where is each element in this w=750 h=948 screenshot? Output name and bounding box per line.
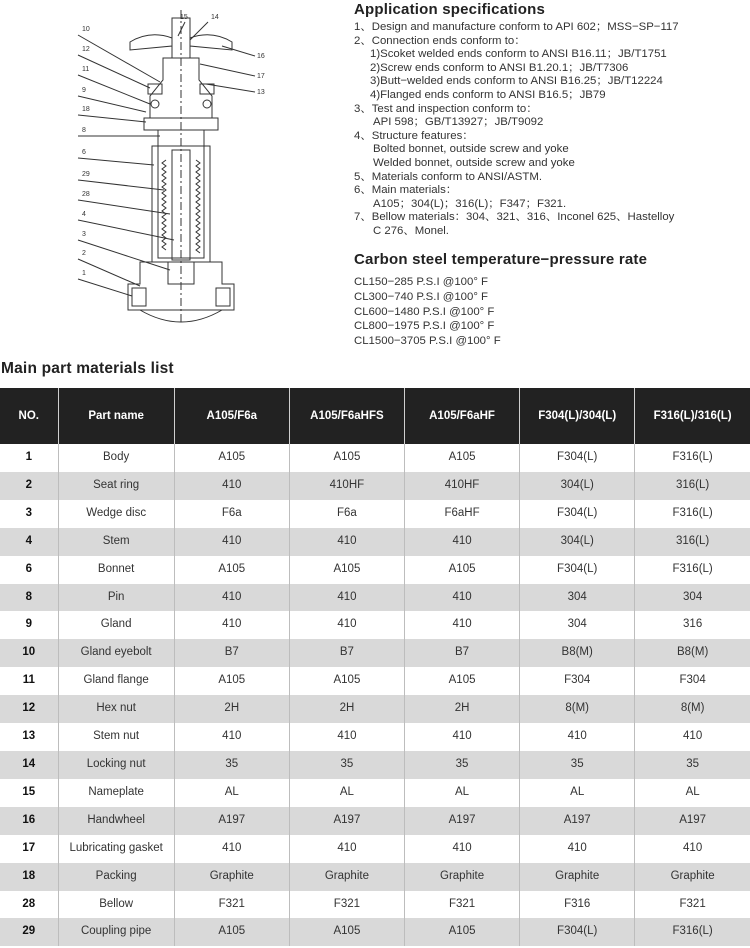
cell-part-name: Body (58, 444, 174, 472)
rate-item: CL300−740 P.S.I @100° F (354, 290, 489, 303)
cell-no: 16 (0, 807, 58, 835)
cell-part-name: Lubricating gasket (58, 835, 174, 863)
callout-label: 16 (257, 53, 265, 60)
cell-material: F316(L) (635, 500, 750, 528)
cell-part-name: Seat ring (58, 472, 174, 500)
cell-no: 12 (0, 695, 58, 723)
cell-material: 35 (174, 751, 289, 779)
callout-label: 10 (82, 26, 90, 33)
cell-no: 18 (0, 863, 58, 891)
cell-material: A105 (289, 444, 404, 472)
callout-label: 14 (211, 14, 219, 21)
callout-label: 6 (82, 149, 86, 156)
cell-material: 410 (404, 611, 519, 639)
table-row (0, 863, 750, 891)
table-row (0, 779, 750, 807)
header-material: A105/F6aHFS (289, 388, 404, 444)
cell-material: A105 (404, 918, 519, 946)
table-row (0, 528, 750, 556)
spec-item: 4)Flanged ends conform to ANSI B16.5；JB79 (370, 88, 606, 101)
cell-material: A197 (289, 807, 404, 835)
cell-part-name: Nameplate (58, 779, 174, 807)
spec-list (354, 21, 746, 239)
cell-material: 35 (289, 751, 404, 779)
cell-material: 410HF (289, 472, 404, 500)
cell-material: A105 (174, 556, 289, 584)
table-row (0, 918, 750, 946)
cell-material: B7 (289, 639, 404, 667)
spec-item: API 598；GB/T13927；JB/T9092 (373, 116, 544, 129)
cell-part-name: Wedge disc (58, 500, 174, 528)
cell-material: Graphite (635, 863, 750, 891)
cell-material: 316(L) (635, 528, 750, 556)
table-row (0, 639, 750, 667)
cell-material: AL (174, 779, 289, 807)
cell-material: A105 (174, 667, 289, 695)
cell-material: 316 (635, 611, 750, 639)
cell-no: 15 (0, 779, 58, 807)
spec-item: 3、Test and inspection conform to： (354, 102, 538, 115)
callout-label: 9 (82, 87, 86, 94)
cell-material: 304 (520, 584, 635, 612)
header-part-name: Part name (58, 388, 174, 444)
rate-list (354, 275, 647, 349)
cell-material: 410 (174, 611, 289, 639)
cell-material: B8(M) (635, 639, 750, 667)
cell-material: AL (289, 779, 404, 807)
cell-material: Graphite (174, 863, 289, 891)
callout-label: 28 (82, 191, 90, 198)
cell-material: Graphite (520, 863, 635, 891)
cell-material: 2H (289, 695, 404, 723)
cell-material: 410 (404, 584, 519, 612)
cell-material: 410 (289, 835, 404, 863)
rate-item: CL600−1480 P.S.I @100° F (354, 305, 495, 318)
table-row (0, 584, 750, 612)
cell-no: 28 (0, 891, 58, 919)
cell-material: 410HF (404, 472, 519, 500)
cell-material: A105 (404, 556, 519, 584)
cell-material: B7 (174, 639, 289, 667)
cell-material: 410 (174, 472, 289, 500)
cell-material: 410 (520, 835, 635, 863)
cell-material: A105 (174, 918, 289, 946)
cell-material: 410 (289, 584, 404, 612)
cell-material: A197 (404, 807, 519, 835)
cell-part-name: Stem nut (58, 723, 174, 751)
cell-material: F316(L) (635, 444, 750, 472)
header-material: F316(L)/316(L) (635, 388, 750, 444)
header-material: A105/F6a (174, 388, 289, 444)
cell-material: 410 (520, 723, 635, 751)
cell-no: 11 (0, 667, 58, 695)
cell-material: B7 (404, 639, 519, 667)
materials-table (0, 388, 750, 946)
callout-label: 12 (82, 46, 90, 53)
cell-material: Graphite (289, 863, 404, 891)
spec-item: 6、Main materials： (354, 184, 458, 197)
cell-material: A197 (174, 807, 289, 835)
cell-material: F6a (289, 500, 404, 528)
spec-title: Application specifications (354, 1, 546, 18)
cell-material: F304 (520, 667, 635, 695)
cell-material: F304(L) (520, 918, 635, 946)
callout-label: 11 (82, 66, 90, 73)
cell-part-name: Bonnet (58, 556, 174, 584)
cell-part-name: Bellow (58, 891, 174, 919)
cell-material: 410 (635, 835, 750, 863)
cell-material: A105 (404, 667, 519, 695)
spec-item: 5、Materials conform to ANSI/ASTM. (354, 170, 543, 183)
callout-label: 8 (82, 127, 86, 134)
cell-material: 410 (635, 723, 750, 751)
cell-part-name: Handwheel (58, 807, 174, 835)
table-row (0, 667, 750, 695)
callout-label: 17 (257, 73, 265, 80)
cell-material: F316 (520, 891, 635, 919)
table-row (0, 835, 750, 863)
cell-no: 2 (0, 472, 58, 500)
cell-no: 14 (0, 751, 58, 779)
cell-material: 410 (289, 528, 404, 556)
cell-material: 2H (404, 695, 519, 723)
table-row (0, 751, 750, 779)
cell-no: 1 (0, 444, 58, 472)
cell-material: A105 (289, 667, 404, 695)
cell-material: F321 (174, 891, 289, 919)
spec-item: Welded bonnet, outside screw and yoke (373, 156, 575, 169)
callout-label: 13 (257, 89, 265, 96)
spec-item: 1)Scoket welded ends conform to ANSI B16.11；JB/T1751 (370, 48, 667, 61)
cell-material: F304(L) (520, 556, 635, 584)
rate-item: CL800−1975 P.S.I @100° F (354, 320, 495, 333)
cell-material: 8(M) (635, 695, 750, 723)
cell-no: 6 (0, 556, 58, 584)
rate-item: CL1500−3705 P.S.I @100° F (354, 335, 501, 348)
cell-part-name: Gland (58, 611, 174, 639)
header-material: A105/F6aHF (404, 388, 519, 444)
cell-material: 410 (404, 528, 519, 556)
spec-item: A105；304(L)；316(L)；F347；F321. (373, 197, 567, 210)
cell-material: 410 (404, 723, 519, 751)
table-row (0, 723, 750, 751)
valve-section-drawing (0, 0, 345, 345)
cell-material: 35 (404, 751, 519, 779)
cell-material: F316(L) (635, 556, 750, 584)
spec-item: 1、Design and manufacture conform to API 602；MSS−SP−117 (354, 21, 679, 33)
cell-material: 410 (289, 723, 404, 751)
rate-item: CL150−285 P.S.I @100° F (354, 276, 489, 288)
spec-item: 2)Screw ends conform to ANSI B1.20.1；JB/T7306 (370, 61, 629, 74)
cell-no: 3 (0, 500, 58, 528)
table-row (0, 891, 750, 919)
cell-material: F321 (404, 891, 519, 919)
cell-no: 17 (0, 835, 58, 863)
carbon-title: Carbon steel temperature−pressure rate (354, 251, 648, 268)
spec-item: 7、Bellow materials：304、321、316、Inconel 625、Hastelloy (354, 211, 675, 224)
callout-label: 18 (82, 106, 90, 113)
table-row (0, 807, 750, 835)
table-row (0, 444, 750, 472)
cell-material: 304(L) (520, 528, 635, 556)
callout-label: 29 (82, 171, 90, 178)
table-row (0, 500, 750, 528)
cell-material: 35 (635, 751, 750, 779)
cell-part-name: Coupling pipe (58, 918, 174, 946)
cell-material: 8(M) (520, 695, 635, 723)
cell-material: A105 (289, 918, 404, 946)
cell-material: Graphite (404, 863, 519, 891)
cell-material: 304(L) (520, 472, 635, 500)
cell-material: 35 (520, 751, 635, 779)
cell-no: 29 (0, 918, 58, 946)
cell-part-name: Gland eyebolt (58, 639, 174, 667)
cell-no: 4 (0, 528, 58, 556)
cell-no: 10 (0, 639, 58, 667)
cell-no: 13 (0, 723, 58, 751)
cell-material: F321 (635, 891, 750, 919)
cell-material: 304 (635, 584, 750, 612)
table-row (0, 556, 750, 584)
cell-material: AL (635, 779, 750, 807)
cell-material: F6a (174, 500, 289, 528)
spec-item: Bolted bonnet, outside screw and yoke (373, 143, 569, 156)
cell-material: 410 (174, 723, 289, 751)
cell-part-name: Hex nut (58, 695, 174, 723)
cell-material: F321 (289, 891, 404, 919)
materials-table-body (0, 444, 750, 946)
cell-no: 8 (0, 584, 58, 612)
callout-label: 4 (82, 211, 86, 218)
cell-material: AL (520, 779, 635, 807)
cell-part-name: Pin (58, 584, 174, 612)
callout-label: 1 (82, 270, 86, 277)
callout-label: 3 (82, 231, 86, 238)
cell-material: B8(M) (520, 639, 635, 667)
cell-material: 304 (520, 611, 635, 639)
cell-part-name: Packing (58, 863, 174, 891)
cell-material: 410 (289, 611, 404, 639)
spec-item: 4、Structure features： (354, 129, 474, 142)
header-material: F304(L)/304(L) (520, 388, 635, 444)
cell-material: F316(L) (635, 918, 750, 946)
spec-item: 3)Butt−welded ends conform to ANSI B16.25；JB/T12224 (370, 75, 663, 88)
spec-item: 2、Connection ends conform to： (354, 34, 526, 47)
cell-material: 410 (404, 835, 519, 863)
spec-item: C 276、Monel. (373, 224, 449, 237)
materials-title: Main part materials list (1, 360, 174, 377)
cell-material: A197 (520, 807, 635, 835)
application-specifications (354, 0, 746, 239)
header-no: NO. (0, 388, 58, 444)
cell-material: A197 (635, 807, 750, 835)
cell-part-name: Locking nut (58, 751, 174, 779)
cell-material: A105 (174, 444, 289, 472)
cell-material: F6aHF (404, 500, 519, 528)
table-row (0, 611, 750, 639)
cell-material: 316(L) (635, 472, 750, 500)
table-row (0, 472, 750, 500)
carbon-steel-rates (354, 250, 647, 349)
callout-label: 2 (82, 250, 86, 257)
cell-material: F304(L) (520, 500, 635, 528)
cell-material: F304(L) (520, 444, 635, 472)
cell-no: 9 (0, 611, 58, 639)
cell-material: 2H (174, 695, 289, 723)
cell-material: F304 (635, 667, 750, 695)
cell-material: A105 (404, 444, 519, 472)
table-row (0, 695, 750, 723)
cell-material: 410 (174, 835, 289, 863)
cell-part-name: Stem (58, 528, 174, 556)
cell-part-name: Gland flange (58, 667, 174, 695)
callout-label: 15 (180, 14, 188, 21)
cell-material: A105 (289, 556, 404, 584)
table-header-row (0, 388, 750, 444)
cell-material: 410 (174, 528, 289, 556)
cell-material: AL (404, 779, 519, 807)
cell-material: 410 (174, 584, 289, 612)
